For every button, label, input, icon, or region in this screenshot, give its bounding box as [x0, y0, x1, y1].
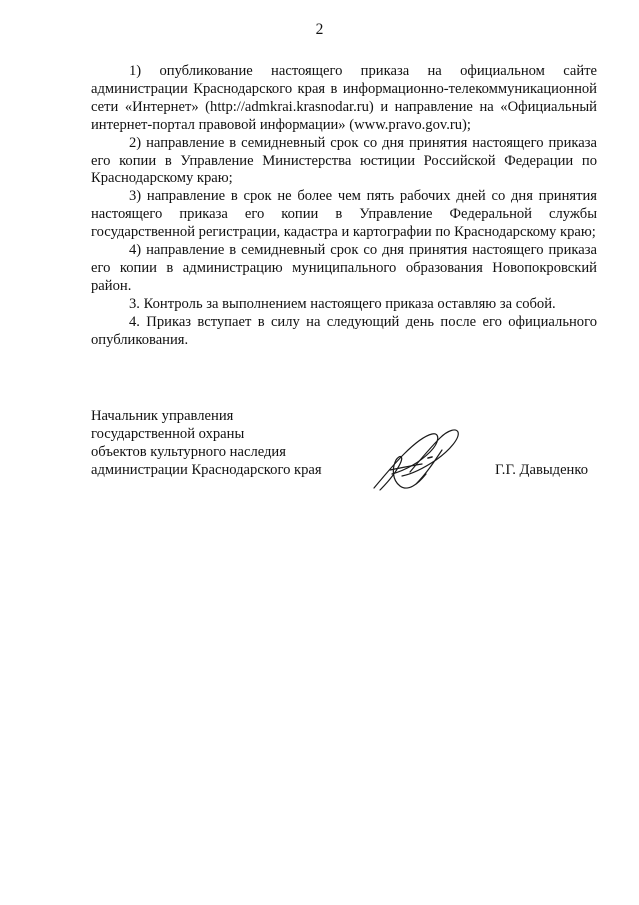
position-line-3: объектов культурного наследия: [91, 443, 286, 460]
item-1-publication: 1) опубликование настоящего приказа на официальном сайте администрации Краснодарского края в информационно-телекоммуникационной сети «Интернет» (http://admkrai.krasnodar.ru) и направление на «Официальный интернет-портал правовой информации» (www.pravo.gov.ru);: [91, 63, 597, 133]
position-line-1: Начальник управления: [91, 408, 234, 424]
position-line-4: администрации Краснодарского края: [91, 461, 322, 478]
decree-body: [91, 63, 597, 350]
handwritten-signature: [370, 424, 462, 492]
item-2-ministry-of-justice: 2) направление в семидневный срок со дня принятия настоящего приказа его копии в Управление Министерства юстиции Российской Федерации по Краснодарскому краю;: [91, 134, 597, 187]
signatory-position: [91, 408, 351, 480]
page-number: 2: [315, 21, 324, 38]
signer-name: Г.Г. Давыденко: [495, 462, 589, 478]
item-4-municipality: 4) направление в семидневный срок со дня принятия настоящего приказа его копии в администрацию муниципального образования Новопокровский район.: [91, 242, 597, 294]
position-line-2: государственной охраны: [91, 425, 245, 442]
clause-4-entry-into-force: 4. Приказ вступает в силу на следующий день после его официального опубликования.: [91, 313, 597, 348]
clause-3-control: 3. Контроль за выполнением настоящего приказа оставляю за собой.: [129, 295, 556, 312]
item-3-rosreestr: 3) направление в срок не более чем пять рабочих дней со дня принятия настоящего приказа его копии в Управление Федеральной службы государственной регистрации, кадастра и картографии по Краснодарскому краю;: [91, 188, 597, 241]
